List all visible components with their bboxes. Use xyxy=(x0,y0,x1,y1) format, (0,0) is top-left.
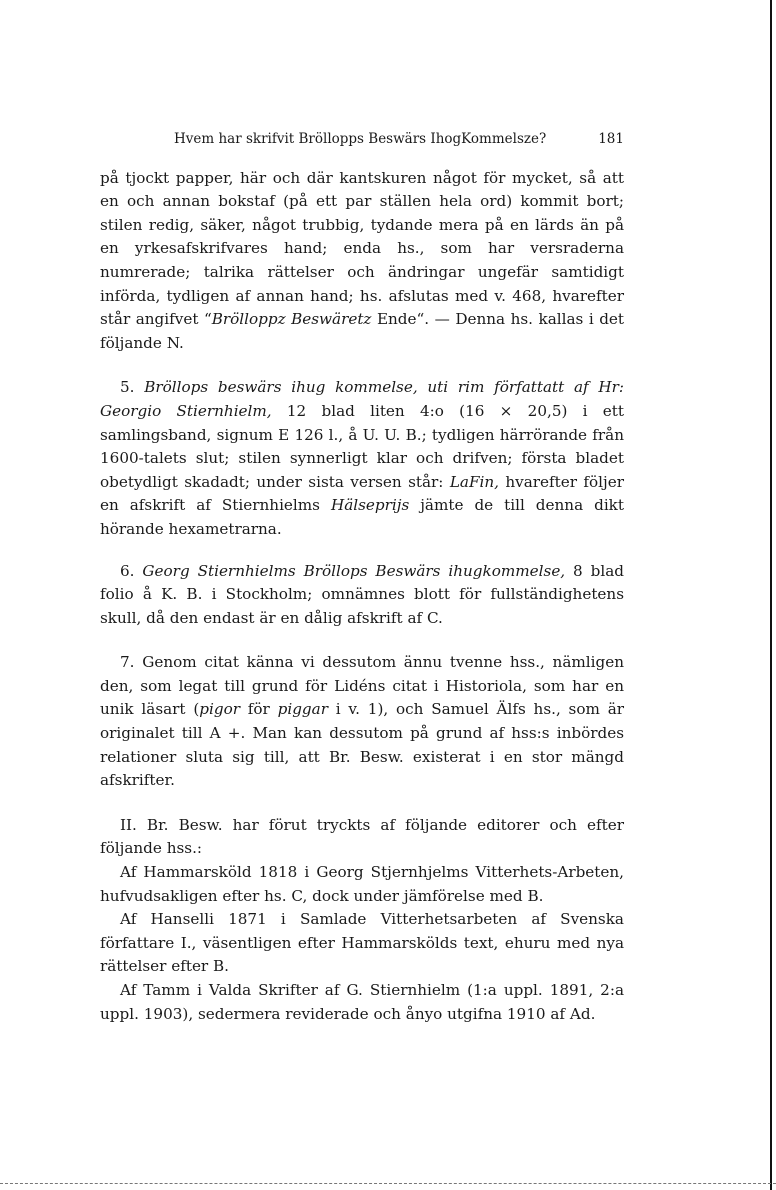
item-7-text-a: Genom citat känna vi dessutom ännu tvenne hss., nämligen den, som legat till grund för Lidéns citat i Historiola, som har en unik läsart ( xyxy=(100,653,624,719)
page-body xyxy=(100,128,624,1026)
item-7-text-c: i v. 1), och Samuel Älfs hs., som är originalet till A +. Man kan dessutom på grund af hss:s inbördes relationer sluta sig till, att Br. Besw. existerat i en stor mängd afskrifter. xyxy=(100,700,625,790)
paragraph-continued xyxy=(100,167,624,356)
page-number: 181 xyxy=(598,131,624,147)
item-6-italic-title: Georg Stiernhielms Bröllops Beswärs ihugkommelse, xyxy=(142,561,566,580)
item-6-number: 6. xyxy=(120,561,135,580)
item-5-text-b: hvarefter följer en afskrift af Stiernhielms xyxy=(100,472,624,515)
paragraph-hanselli: Af Hanselli 1871 i Samlade Vitterhetsarbeten af Svenska författare I., väsentligen efter Hammarskölds text, ehuru med nya rättelser efter B. xyxy=(100,910,624,976)
paragraph-hammarskold: Af Hammarsköld 1818 i Georg Stjernhjelms Vitterhets-Arbeten, hufvudsakligen efter hs. C, dock under jämförelse med B. xyxy=(100,863,624,905)
item-7-number: 7. xyxy=(120,653,135,672)
paragraph-item-6 xyxy=(100,560,624,631)
paragraph-item-7 xyxy=(100,651,624,793)
page-right-edge xyxy=(770,0,772,1190)
p1-quote-open: “ xyxy=(203,310,212,329)
running-head xyxy=(100,128,624,152)
item-5-text-a: 12 blad liten 4:o (16 × 20,5) i ett samlingsband, signum E 126 l., å U. U. B.; tydligen härrörande från 1600-talets slut; stilen synnerligt klar och drifven; första bladet obetydligt skadadt; under sista versen står: xyxy=(100,401,624,491)
paragraph-tamm: Af Tamm i Valda Skrifter af G. Stiernhielm (1:a uppl. 1891, 2:a uppl. 1903), sedermera reviderade och ånyo utgifna 1910 af Ad. xyxy=(100,981,624,1023)
p1-text-c: . — Denna hs. kallas i det följande N. xyxy=(100,310,625,352)
paragraph-section-ii: II. Br. Besw. har förut tryckts af följande editorer och efter följande hss.: xyxy=(100,815,624,858)
item-7-italic-pigor: pigor xyxy=(199,700,240,719)
p1-text-a: på tjockt papper, här och där kantskuren något för mycket, så att en och annan bokstaf (på ett par ställen hela ord) kommit bort; stilen redig, säker, något trubbig, tydande mera på en lärds än på en yrkesafskrifvares hand; enda hs., som har versraderna numrerade; talrika rättelser och ändringar ungefär samtidigt införda, tydligen af annan hand; hs. afslutas med v. 468, hvarefter står angifvet xyxy=(100,168,624,329)
running-head-title: Hvem har skrifvit Bröllopps Beswärs IhogKommelsze? xyxy=(174,131,547,147)
item-7-italic-piggar: piggar xyxy=(277,700,328,719)
item-7-text-b: för xyxy=(239,700,278,719)
item-5-number: 5. xyxy=(120,378,135,397)
p1-quote-close: “ xyxy=(416,310,425,329)
item-6-text-a: 8 blad folio å K. B. i Stockholm; omnämnes blott för fullständighetens skull, då den endast är en dålig afskrift af C. xyxy=(100,561,624,627)
p1-italic-title: Brölloppz Beswäretz xyxy=(211,310,372,329)
paragraph-item-5 xyxy=(100,376,624,541)
item-5-italic-lafin: LaFin, xyxy=(449,472,499,491)
item-5-italic-title: Bröllops beswärs ihug kommelse, uti rim författatt af Hr: Georgio Stiernhielm, xyxy=(100,378,624,420)
p1-text-b: Ende xyxy=(371,310,417,329)
item-5-italic-halseprijs: Hälseprijs xyxy=(330,496,410,515)
item-5-text-c: jämte de till denna dikt hörande hexametrarna. xyxy=(100,496,624,538)
page-bottom-edge xyxy=(0,1183,776,1184)
